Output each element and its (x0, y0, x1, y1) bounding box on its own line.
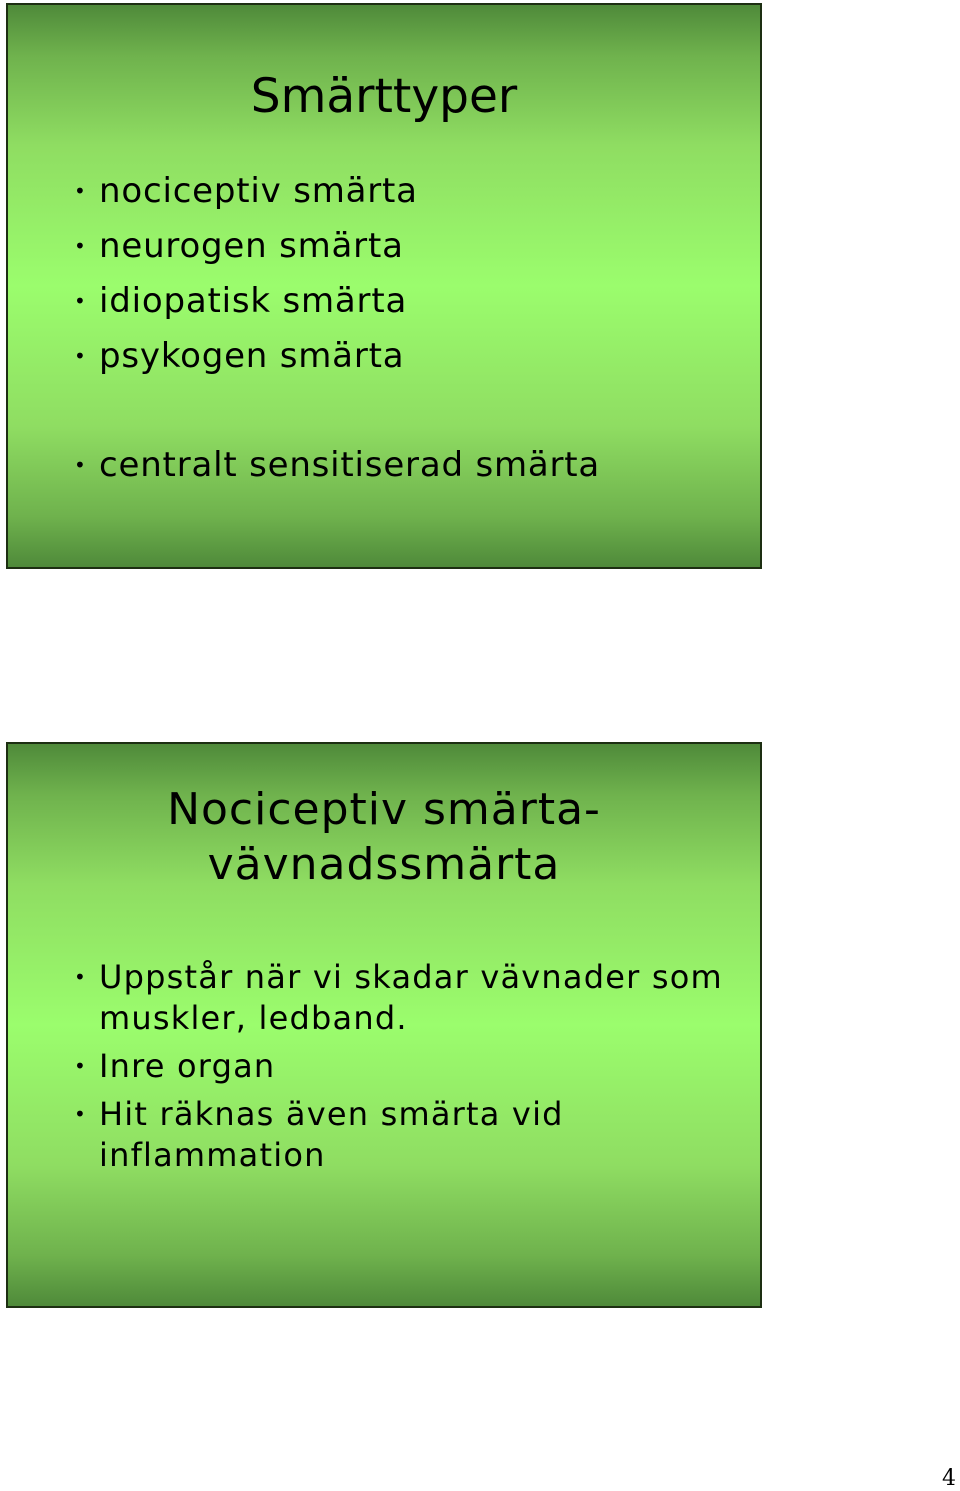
bullet-text: neurogen smärta (99, 226, 404, 266)
bullet-icon: • (74, 344, 87, 368)
bullet-icon: • (74, 1102, 87, 1126)
bullet-text: nociceptiv smärta (99, 171, 418, 211)
bullet-text: idiopatisk smärta (99, 281, 408, 321)
bullet-text-line-2: muskler, ledband. (99, 999, 408, 1037)
slide-title-line-2: vävnadssmärta (207, 839, 561, 890)
bullet-icon: • (74, 1054, 87, 1078)
bullet-icon: • (74, 234, 87, 258)
slide-title: Smärttyper (250, 69, 518, 124)
bullet-text: psykogen smärta (99, 336, 405, 376)
slide-title-line-1: Nociceptiv smärta- (167, 784, 601, 835)
bullet-icon: • (74, 179, 87, 203)
slide-smarttyper (6, 3, 762, 569)
slide-title (8, 782, 760, 892)
bullet-text-line-2: inflammation (99, 1136, 326, 1174)
bullet-text-line-1: Hit räknas även smärta vid (99, 1095, 564, 1133)
bullet-icon: • (74, 289, 87, 313)
bullet-text: centralt sensitiserad smärta (99, 445, 601, 485)
bullet-text (99, 1094, 564, 1176)
bullet-icon: • (74, 965, 87, 989)
bullet-text: Inre organ (99, 1047, 276, 1085)
bullet-icon: • (74, 453, 87, 477)
bullet-text-line-1: Uppstår när vi skadar vävnader som (99, 958, 723, 996)
bullet-text (99, 957, 723, 1039)
slide-nociceptiv-smarta (6, 742, 762, 1308)
page-number: 4 (942, 1466, 956, 1491)
